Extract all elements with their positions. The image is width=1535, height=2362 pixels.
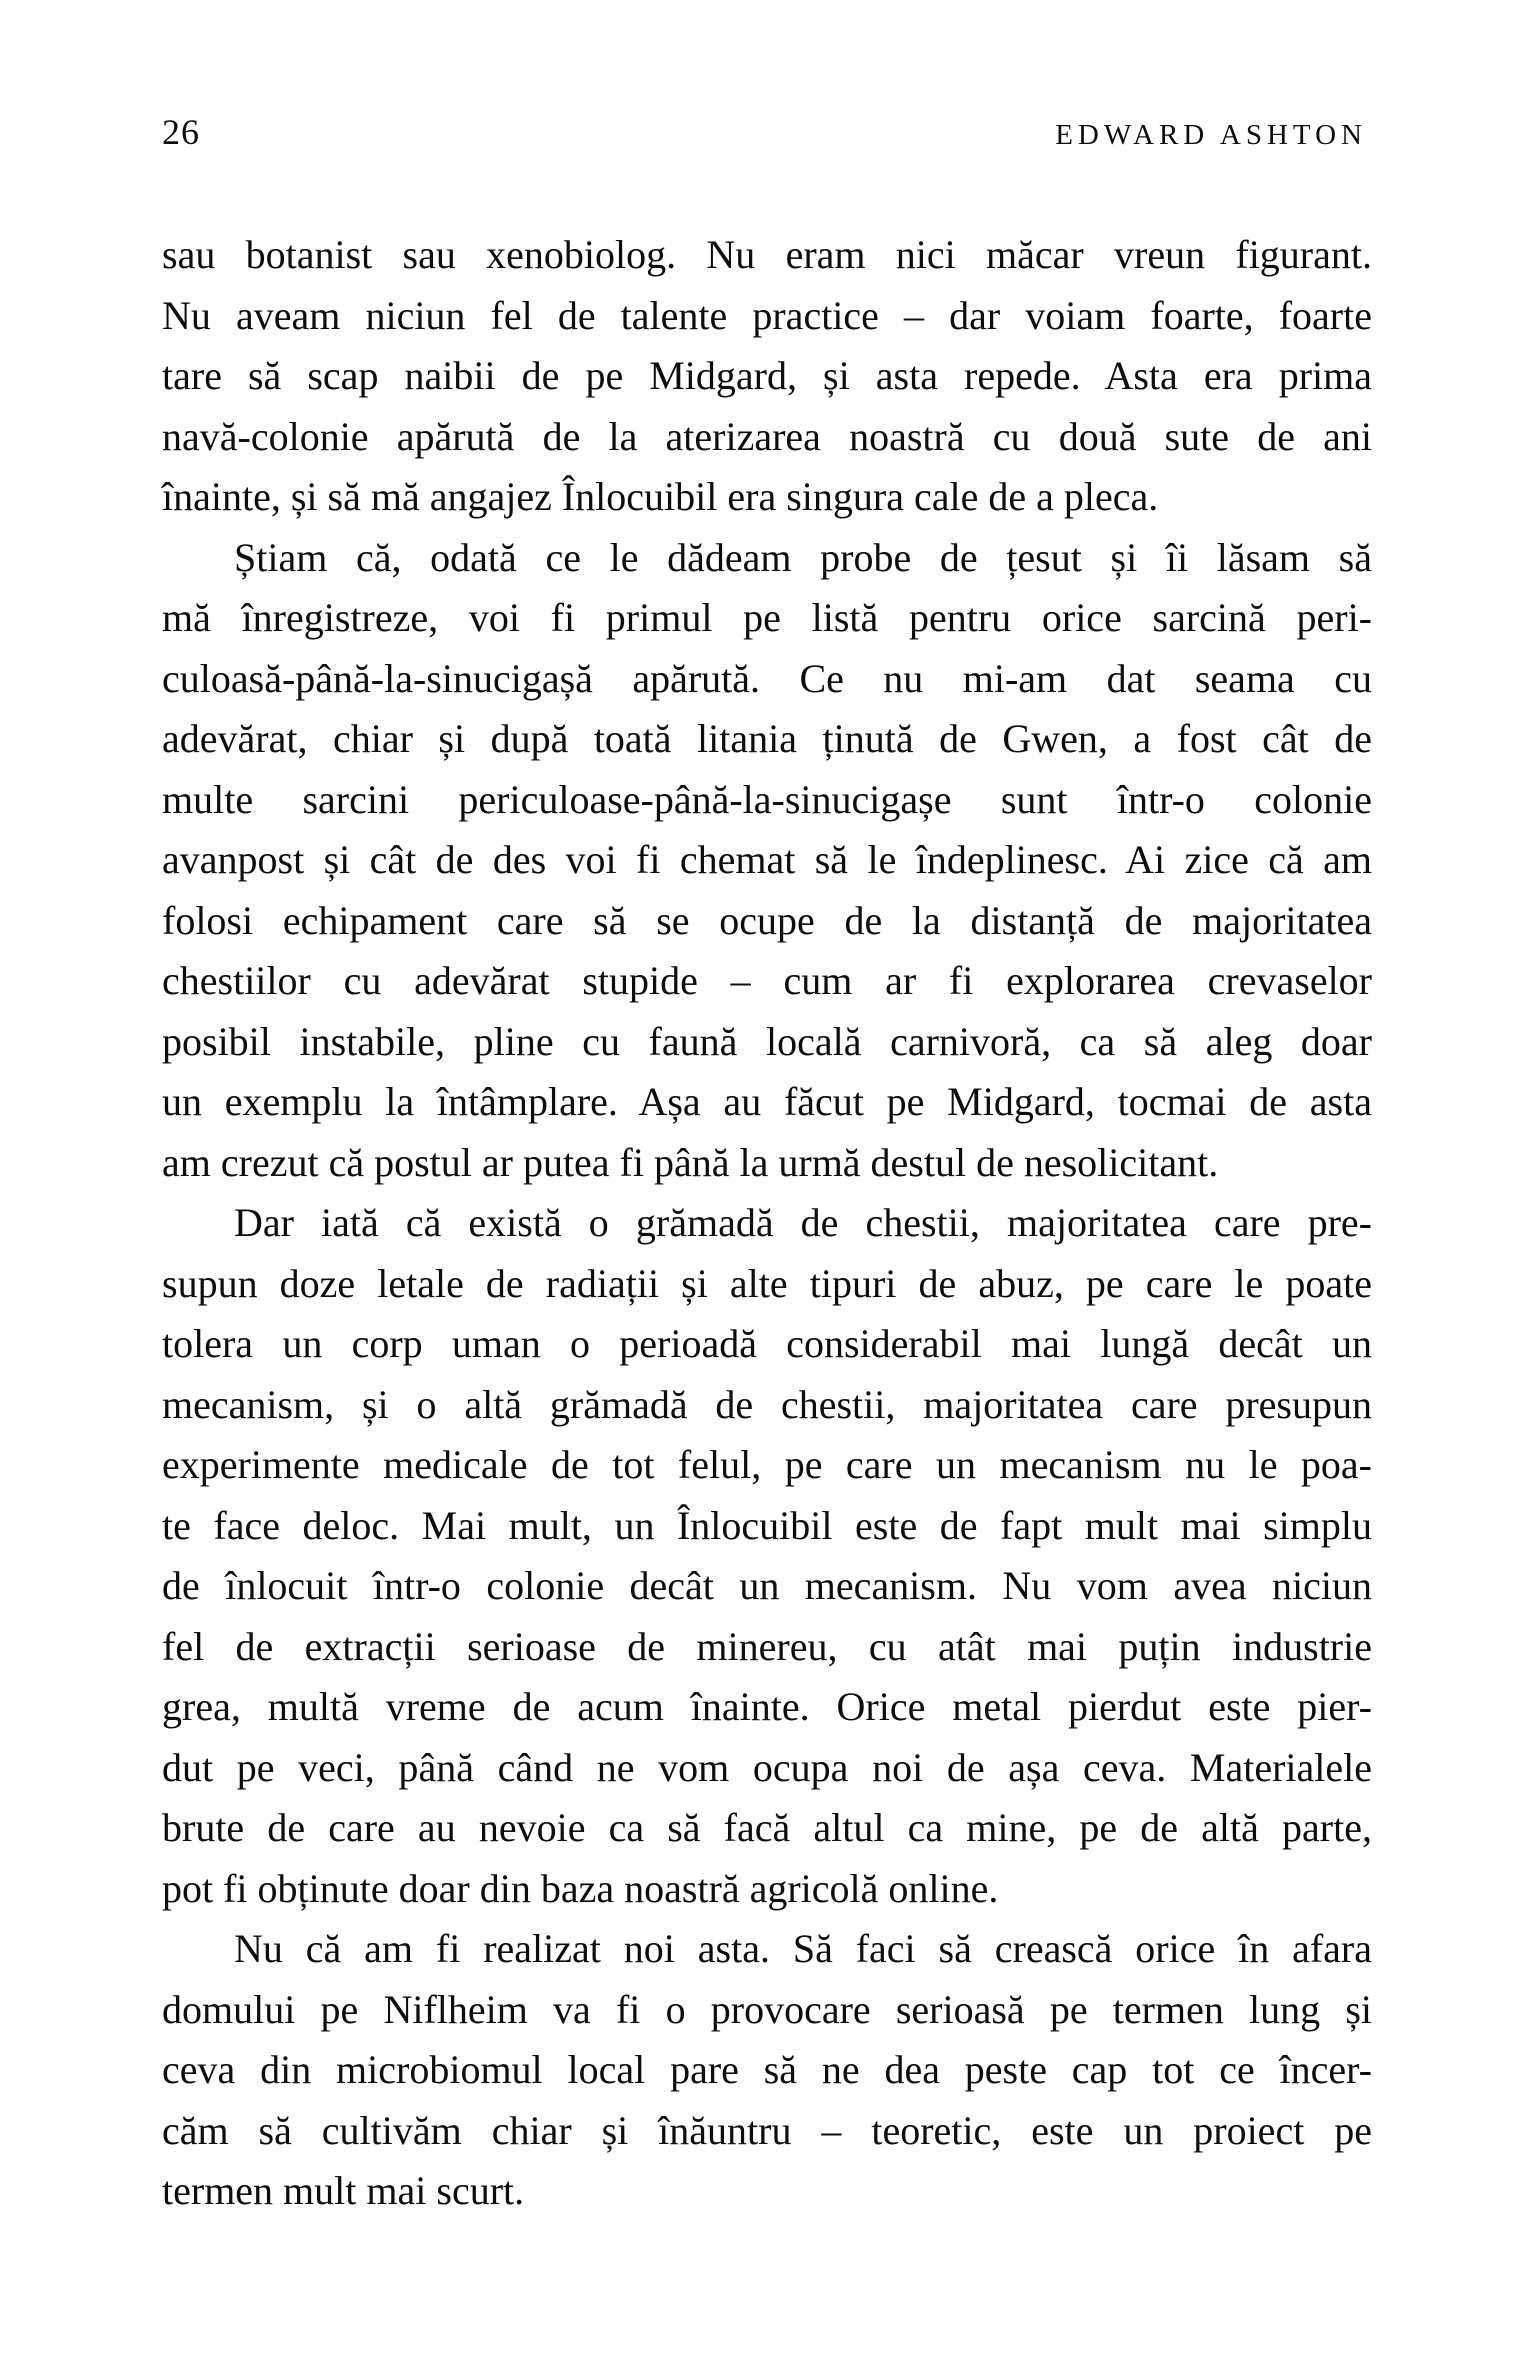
- text-line: ceva din microbiomul local pare să ne dea peste cap tot ce încer-: [162, 2047, 1372, 2092]
- text-line: chestiilor cu adevărat stupide – cum ar fi explorarea crevaselor: [162, 958, 1372, 1003]
- paragraph: [162, 528, 1372, 1194]
- text-line: fel de extracții serioase de minereu, cu atât mai puțin industrie: [162, 1623, 1372, 1669]
- text-line: adevărat, chiar și după toată litania ținută de Gwen, a fost cât de: [162, 716, 1372, 761]
- text-line: un exemplu la întâmplare. Așa au făcut pe Midgard, tocmai de asta: [162, 1079, 1372, 1124]
- text-line: Știam că, odată ce le dădeam probe de țesut și îi lăsam să: [234, 534, 1372, 580]
- paragraph: [162, 1193, 1372, 1919]
- text-line: tare să scap naibii de pe Midgard, și asta repede. Asta era prima: [162, 353, 1372, 398]
- text-line: pot fi obținute doar din baza noastră agricolă online.: [162, 1865, 999, 1911]
- text-line: de înlocuit într-o colonie decât un mecanism. Nu vom avea niciun: [162, 1563, 1372, 1608]
- text-line: mă înregistreze, voi fi primul pe listă pentru orice sarcină peri-: [162, 595, 1372, 640]
- text-line: supun doze letale de radiații și alte tipuri de abuz, pe care le poate: [162, 1260, 1372, 1306]
- page-header: [0, 0, 1535, 155]
- text-line: grea, multă vreme de acum înainte. Orice metal pierdut este pier-: [162, 1684, 1372, 1729]
- text-line: am crezut că postul ar putea fi până la urmă destul de nesolicitant.: [162, 1139, 1219, 1185]
- text-line: brute de care au nevoie ca să facă altul ca mine, pe de altă parte,: [162, 1805, 1372, 1850]
- text-line: culoasă-până-la-sinucigașă apărută. Ce nu mi-am dat seama cu: [162, 655, 1372, 701]
- running-head-author: EDWARD ASHTON: [1055, 119, 1367, 151]
- text-line: domului pe Niflheim va fi o provocare serioasă pe termen lung și: [162, 1986, 1372, 2032]
- page-body: [162, 225, 1372, 2222]
- paragraph: [162, 1919, 1372, 2222]
- text-line: Nu că am fi realizat noi asta. Să faci să crească orice în afara: [234, 1926, 1372, 1971]
- text-line: navă-colonie apărută de la aterizarea noastră cu două sute de ani: [162, 413, 1372, 459]
- paragraph: [162, 225, 1372, 528]
- page-number: 26: [162, 112, 200, 152]
- text-line: înainte, și să mă angajez Înlocuibil era singura cale de a pleca.: [162, 474, 1159, 519]
- text-line: Nu aveam niciun fel de talente practice – dar voiam foarte, foarte: [162, 292, 1372, 338]
- text-line: termen mult mai scurt.: [162, 2168, 525, 2213]
- text-line: experimente medicale de tot felul, pe care un mecanism nu le poa-: [162, 1442, 1372, 1487]
- text-line: Dar iată că există o grămadă de chestii, majoritatea care pre-: [234, 1200, 1372, 1245]
- text-line: multe sarcini periculoase-până-la-sinucigașe sunt într-o colonie: [162, 776, 1372, 822]
- text-line: avanpost și cât de des voi fi chemat să le îndeplinesc. Ai zice că am: [162, 837, 1372, 882]
- text-line: mecanism, și o altă grămadă de chestii, majoritatea care presupun: [162, 1381, 1372, 1427]
- text-line: te face deloc. Mai mult, un Înlocuibil este de fapt mult mai simplu: [162, 1502, 1372, 1548]
- text-line: tolera un corp uman o perioadă considerabil mai lungă decât un: [162, 1321, 1372, 1366]
- text-line: posibil instabile, pline cu faună locală carnivoră, ca să aleg doar: [162, 1018, 1372, 1064]
- text-line: folosi echipament care să se ocupe de la distanță de majoritatea: [162, 897, 1372, 943]
- text-line: căm să cultivăm chiar și înăuntru – teoretic, este un proiect pe: [162, 2107, 1372, 2153]
- text-line: sau botanist sau xenobiolog. Nu eram nici măcar vreun figurant.: [162, 232, 1372, 277]
- text-line: dut pe veci, până când ne vom ocupa noi de așa ceva. Materialele: [162, 1744, 1372, 1790]
